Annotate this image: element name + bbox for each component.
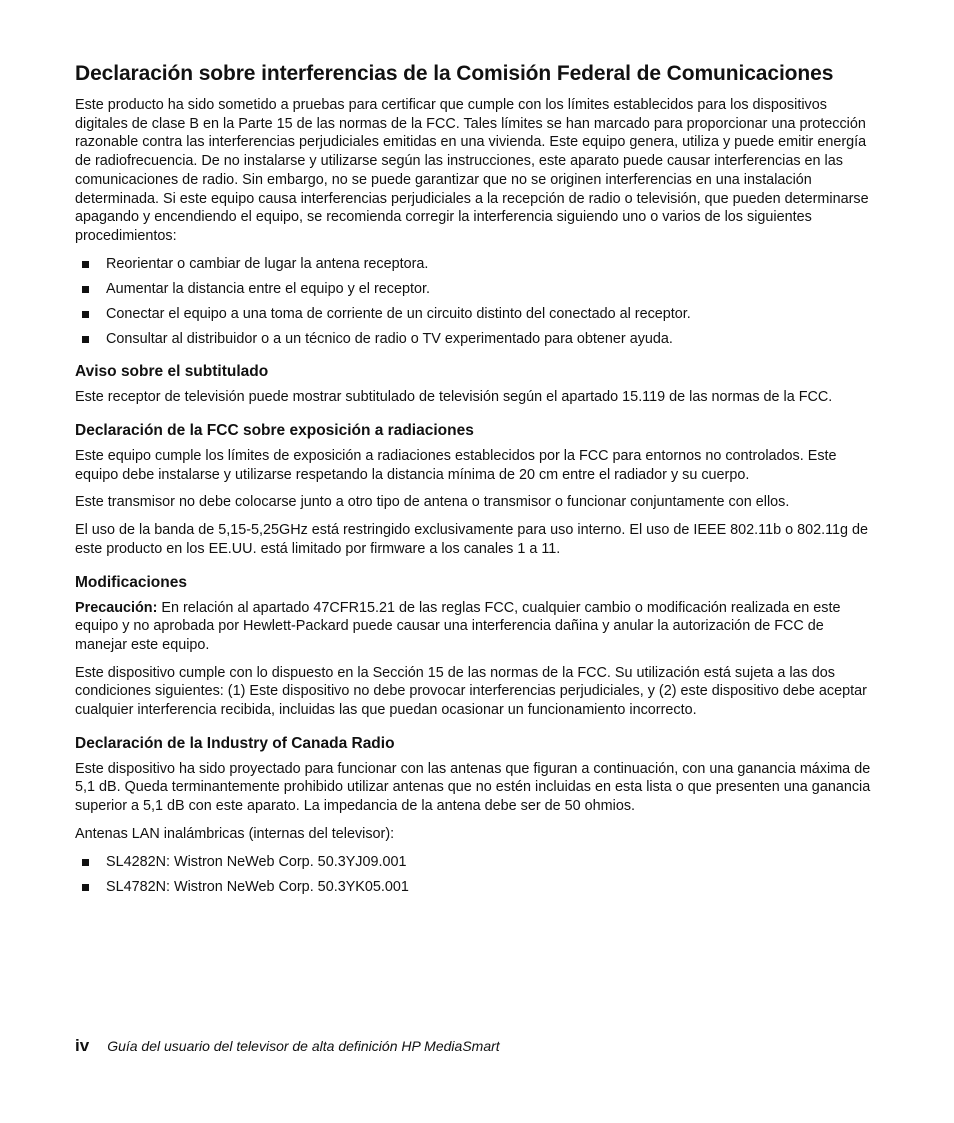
square-bullet-icon	[82, 261, 89, 268]
radiation-heading: Declaración de la FCC sobre exposición a radiaciones	[75, 422, 474, 440]
list-item: Aumentar la distancia entre el equipo y el receptor.	[75, 280, 875, 299]
list-item: SL4282N: Wistron NeWeb Corp. 50.3YJ09.001	[75, 853, 875, 872]
radiation-paragraph: Este equipo cumple los límites de exposición a radiaciones establecidos por la FCC para entornos no controlados. Este equipo debe instalarse y utilizarse respetando la distancia mínima de 20 cm entre el radiador y su cuerpo.	[75, 448, 837, 483]
page-number: iv	[75, 1036, 90, 1055]
page-footer	[75, 1036, 500, 1056]
modifications-paragraph: Este dispositivo cumple con lo dispuesto en la Sección 15 de las normas de la FCC. Su utilización está sujeta a las dos condiciones siguientes: (1) Este dispositivo no debe provocar interferencias perjudiciales, y (2) este dispositivo debe aceptar cualquier interferencia recibida, incluidas las que puedan ocasionar un funcionamiento incorrecto.	[75, 664, 867, 719]
procedures-list	[75, 255, 875, 349]
antennas-intro: Antenas LAN inalámbricas (internas del televisor):	[75, 825, 395, 842]
subtitle-heading: Aviso sobre el subtitulado	[75, 363, 269, 381]
intro-paragraph: Este producto ha sido sometido a pruebas para certificar que cumple con los límites establecidos para los dispositivos digitales de clase B en la Parte 15 de las normas de la FCC. Tales límites se han marcado para proporcionar una protección razonable contra las interferencias perjudiciales emitidas en una vivienda. Este equipo genera, utiliza y puede emitir energía de radiofrecuencia. De no instalarse y utilizarse según las instrucciones, este aparato puede causar interferencias en las comunicaciones de radio. Sin embargo, no se puede garantizar que no se originen interferencias en una instalación determinada. Si este equipo causa interferencias perjudiciales a la recepción de radio o televisión, que pueden determinarse apagando y encendiendo el equipo, se recomienda corregir la interferencia siguiendo uno o varios de los siguientes procedimientos:	[75, 97, 869, 244]
list-item: Reorientar o cambiar de lugar la antena receptora.	[75, 255, 875, 274]
square-bullet-icon	[82, 311, 89, 318]
subtitle-paragraph: Este receptor de televisión puede mostrar subtitulado de televisión según el apartado 15.119 de las normas de la FCC.	[75, 389, 833, 406]
radiation-paragraph: El uso de la banda de 5,15-5,25GHz está restringido exclusivamente para uso interno. El uso de IEEE 802.11b o 802.11g de este producto en los EE.UU. está limitado por firmware a los canales 1 a 11.	[75, 522, 869, 557]
caution-text: En relación al apartado 47CFR15.21 de las reglas FCC, cualquier cambio o modificación realizada en este equipo y no aprobada por Hewlett-Packard puede causar una interferencia dañina y anular la autorización de FCC de manejar este equipo.	[75, 599, 841, 653]
page-title: Declaración sobre interferencias de la Comisión Federal de Comunicaciones	[75, 62, 834, 85]
modifications-heading: Modificaciones	[75, 573, 187, 591]
caution-paragraph	[75, 599, 875, 655]
radiation-paragraph: Este transmisor no debe colocarse junto a otro tipo de antena o transmisor o funcionar conjuntamente con ellos.	[75, 494, 790, 511]
antennas-list	[75, 853, 875, 897]
canada-paragraph: Este dispositivo ha sido proyectado para funcionar con las antenas que figuran a continuación, con una ganancia máxima de 5,1 dB. Queda terminantemente prohibido utilizar antenas que no estén incluidas en esta lista o que presenten una ganancia superior a 5,1 dB con este aparato. La impedancia de la antena debe ser de 50 ohmios.	[75, 760, 871, 815]
document-page	[75, 60, 875, 906]
list-item: SL4782N: Wistron NeWeb Corp. 50.3YK05.001	[75, 878, 875, 897]
square-bullet-icon	[82, 286, 89, 293]
caution-label: Precaución:	[75, 599, 158, 616]
square-bullet-icon	[82, 859, 89, 866]
square-bullet-icon	[82, 884, 89, 891]
list-item: Conectar el equipo a una toma de corriente de un circuito distinto del conectado al receptor.	[75, 305, 875, 324]
canada-heading: Declaración de la Industry of Canada Radio	[75, 734, 395, 752]
guide-title: Guía del usuario del televisor de alta definición HP MediaSmart	[107, 1038, 500, 1054]
square-bullet-icon	[82, 336, 89, 343]
list-item: Consultar al distribuidor o a un técnico de radio o TV experimentado para obtener ayuda.	[75, 330, 875, 349]
